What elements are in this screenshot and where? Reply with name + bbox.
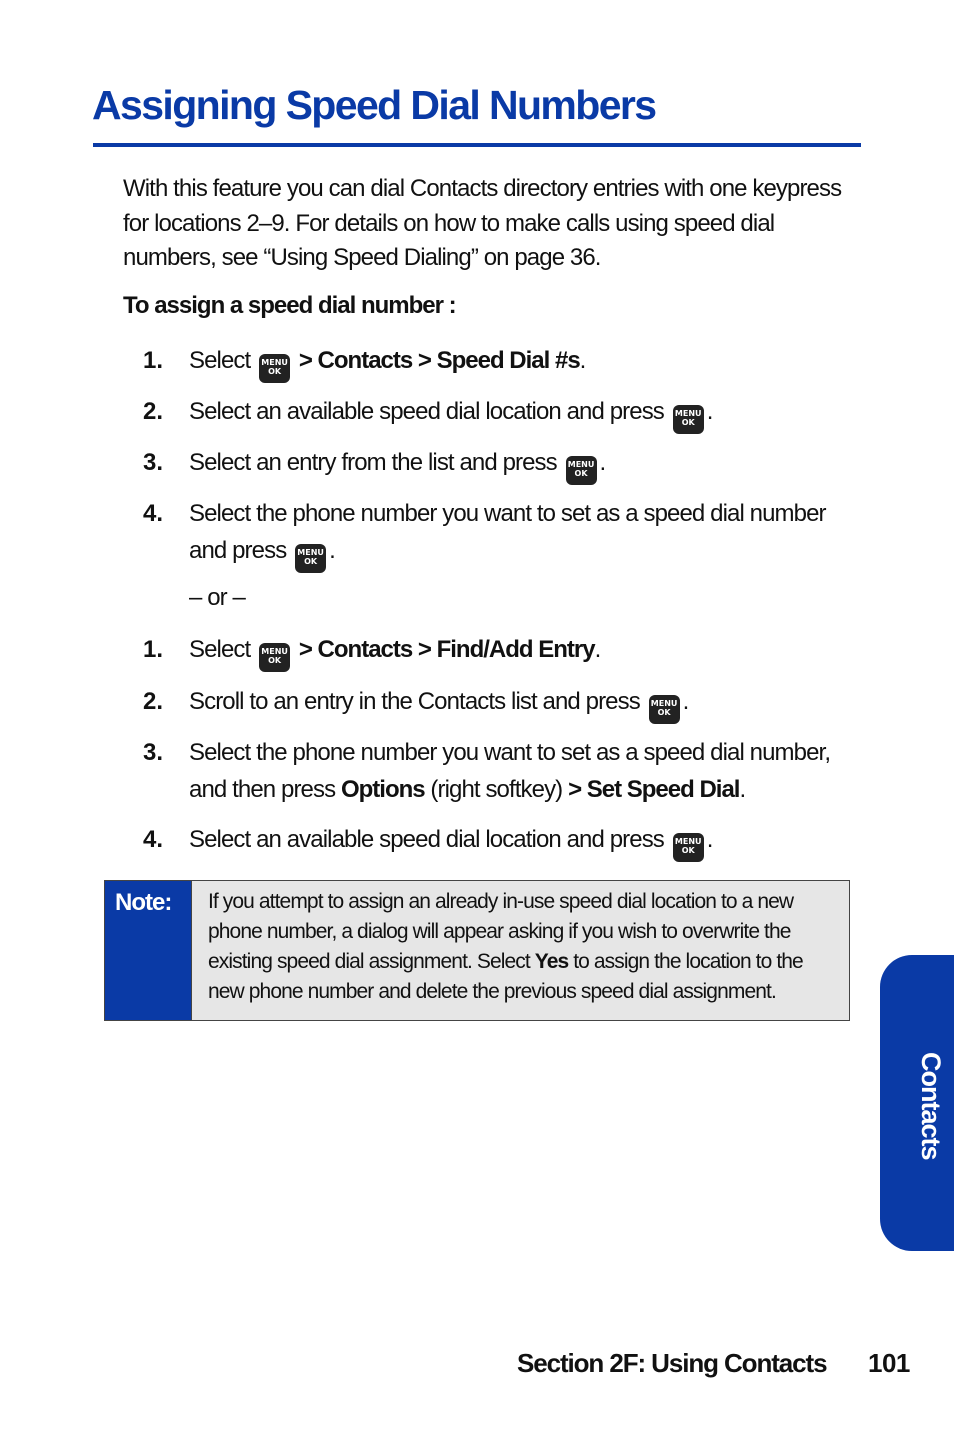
key-label-menu: MENU [567, 460, 595, 469]
note-box [104, 880, 850, 1021]
key-label-ok: OK [681, 846, 695, 855]
step-text-end: . [706, 398, 713, 425]
step-text [189, 444, 861, 485]
menu-ok-key-icon [673, 405, 704, 434]
note-yes-label: Yes [534, 950, 569, 973]
note-text [191, 881, 849, 1020]
page-title: Assigning Speed Dial Numbers [92, 82, 656, 128]
step-text-end: . [739, 776, 746, 803]
key-label-menu: MENU [261, 358, 288, 367]
step-text [189, 821, 861, 862]
menu-ok-key-icon [566, 456, 597, 485]
step-number: 2. [143, 688, 164, 715]
step-text-plain: Scroll to an entry in the Contacts list and press [189, 688, 640, 715]
step-text-plain: Select [189, 636, 251, 663]
step-text-plain: Select an available speed dial location and press [189, 826, 664, 853]
step-text [189, 495, 861, 573]
step-menu-path: > Set Speed Dial [568, 776, 740, 803]
key-label-ok: OK [268, 656, 282, 665]
footer-section-title: Section 2F: Using Contacts [517, 1348, 827, 1378]
step-text-plain: Select the phone number you want to set as a speed dial number, and then press [189, 739, 831, 803]
step-text-end: . [329, 537, 335, 564]
step-text-plain: (right softkey) [430, 776, 563, 803]
step-text-plain: Select [189, 347, 251, 374]
or-separator: – or – [189, 584, 245, 611]
step-text [189, 342, 861, 383]
step-number: 3. [143, 449, 164, 476]
step-text [189, 393, 861, 434]
step-number: 1. [143, 636, 164, 663]
menu-ok-key-icon [649, 695, 680, 724]
key-label-menu: MENU [674, 837, 702, 846]
step-text-plain: Select an entry from the list and press [189, 449, 557, 476]
title-rule [93, 143, 861, 147]
menu-ok-key-icon [259, 354, 290, 383]
step-number: 1. [143, 347, 164, 374]
note-text-part: to assign the location to the new phone number and delete the previous speed dial assignment. [208, 950, 803, 1003]
step-text-end: . [682, 688, 689, 715]
side-tab-label: Contacts [916, 1052, 946, 1160]
footer-page-number: 101 [868, 1348, 910, 1378]
note-text-part: If you attempt to assign an already in-use speed dial location to a new phone number, a dialog will appear asking if you wish to overwrite the existing speed dial assignment. Select [208, 890, 794, 973]
key-label-menu: MENU [297, 548, 324, 557]
menu-ok-key-icon [259, 643, 290, 672]
step-text-end: . [706, 826, 713, 853]
intro-paragraph: With this feature you can dial Contacts directory entries with one keypress for locations 2–9. For details on how to make calls using speed dial numbers, see “Using Speed Dialing” on page 36. [123, 175, 842, 271]
step-text-end: . [599, 449, 606, 476]
key-label-menu: MENU [674, 409, 702, 418]
step-menu-path: > Contacts > Find/Add Entry [298, 636, 595, 663]
step-number: 4. [143, 826, 164, 853]
step-text-plain: Select the phone number you want to set as a speed dial number and press [189, 500, 826, 564]
key-label-ok: OK [681, 418, 695, 427]
step-number: 2. [143, 398, 164, 425]
note-label: Note: [105, 881, 191, 1020]
key-label-ok: OK [268, 367, 282, 376]
step-text-plain: Select an available speed dial location and press [189, 398, 664, 425]
key-label-menu: MENU [261, 647, 288, 656]
key-label-ok: OK [657, 708, 671, 717]
step-text-end: . [579, 347, 586, 374]
step-number: 3. [143, 739, 164, 766]
procedure-heading: To assign a speed dial number : [123, 292, 456, 319]
key-label-ok: OK [304, 557, 318, 566]
step-text-end: . [594, 636, 601, 663]
step-text [189, 683, 861, 724]
step-menu-path: > Contacts > Speed Dial #s [298, 347, 580, 374]
menu-ok-key-icon [295, 544, 326, 573]
options-softkey-label: Options [340, 776, 425, 803]
menu-ok-key-icon [673, 833, 704, 862]
key-label-menu: MENU [650, 699, 678, 708]
key-label-ok: OK [574, 469, 588, 478]
step-text [189, 734, 861, 808]
step-number: 4. [143, 500, 164, 527]
step-text [189, 631, 861, 672]
